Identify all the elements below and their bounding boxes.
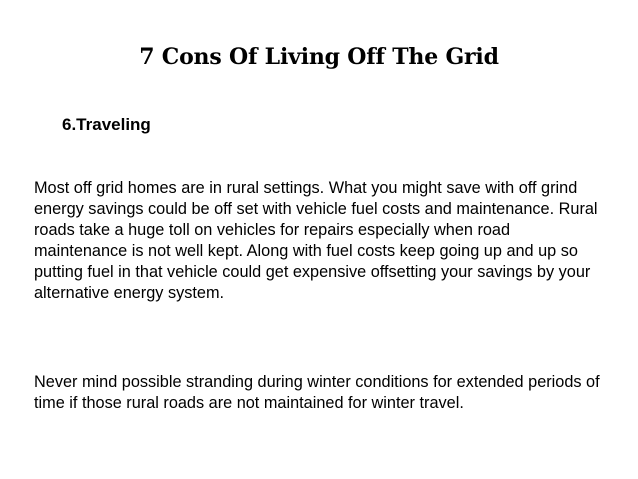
slide-title: 7 Cons Of Living Off The Grid [139, 44, 499, 70]
body-paragraph: Never mind possible stranding during winter conditions for extended periods of time if those rural roads are not maintained for winter travel. [34, 373, 600, 412]
section-heading: 6.Traveling [62, 115, 151, 134]
body-paragraph: Most off grid homes are in rural settings. What you might save with off grind energy savings could be off set with vehicle fuel costs and maintenance. Rural roads take a huge toll on vehicles for repairs especially when road maintenance is not well kept. Along with fuel costs keep going up and up so putting fuel in that vehicle could get expensive offsetting your savings by your alternative energy system. [34, 179, 598, 302]
